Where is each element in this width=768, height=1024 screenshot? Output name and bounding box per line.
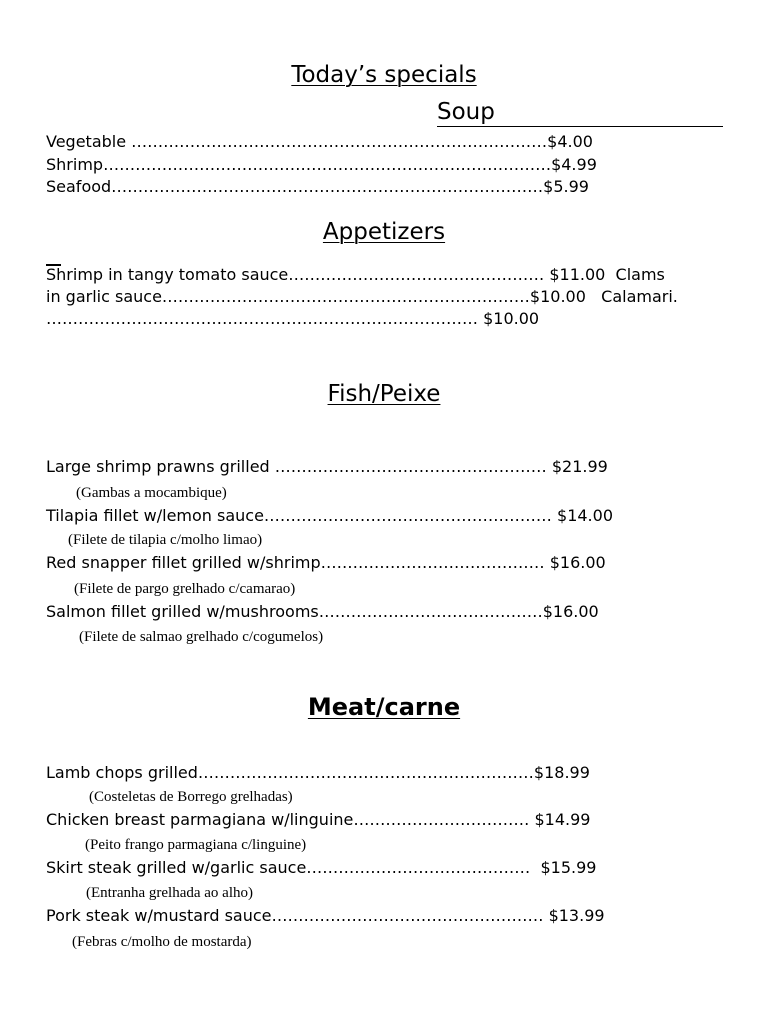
meat-item-lamb-chops: Lamb chops grilled………………………………………………………$18.99 bbox=[46, 763, 590, 782]
fish-item-shrimp-prawns-sub: (Gambas a mocambique) bbox=[76, 485, 227, 501]
page-title: Today’s specials bbox=[291, 62, 477, 88]
fish-item-salmon: Salmon fillet grilled w/mushrooms……………………………………$16.00 bbox=[46, 602, 599, 621]
appetizers-line-1: Shrimp in tangy tomato sauce………………………………………… $11.00 Clams bbox=[46, 265, 665, 284]
meat-item-pork-steak: Pork steak w/mustard sauce…………………………………………… $13.99 bbox=[46, 906, 605, 925]
fish-item-red-snapper-sub: (Filete de pargo grelhado c/camarao) bbox=[74, 581, 296, 597]
soup-heading: Soup bbox=[437, 99, 723, 127]
fish-item-salmon-sub: (Filete de salmao grelhado c/cogumelos) bbox=[79, 629, 324, 645]
meat-item-chicken-breast-sub: (Peito frango parmagiana c/linguine) bbox=[85, 837, 307, 853]
meat-item-pork-steak-sub: (Febras c/molho de mostarda) bbox=[72, 934, 252, 950]
fish-item-tilapia-sub: (Filete de tilapia c/molho limao) bbox=[68, 532, 263, 548]
meat-item-lamb-chops-sub: (Costeletas de Borrego grelhadas) bbox=[89, 789, 293, 805]
soup-item-shrimp: Shrimp…………………………………………………………………………$4.99 bbox=[46, 155, 597, 174]
fish-item-red-snapper: Red snapper fillet grilled w/shrimp…………………………………… $16.00 bbox=[46, 553, 606, 572]
soup-item-seafood: Seafood………………………………………………………………………$5.99 bbox=[46, 177, 589, 196]
meat-item-skirt-steak: Skirt steak grilled w/garlic sauce…………………………………… $15.99 bbox=[46, 858, 597, 877]
appetizers-line-2: in garlic sauce……………………………………………………………$10.00 Calamari. bbox=[46, 287, 678, 306]
appetizers-heading: Appetizers bbox=[322, 219, 446, 245]
fish-heading: Fish/Peixe bbox=[327, 381, 441, 407]
soup-item-vegetable: Vegetable ……………………………………………………………………$4.00 bbox=[46, 132, 593, 151]
meat-item-skirt-steak-sub: (Entranha grelhada ao alho) bbox=[86, 885, 253, 901]
fish-item-shrimp-prawns: Large shrimp prawns grilled …………………………………………… $21.99 bbox=[46, 457, 608, 476]
meat-item-chicken-breast: Chicken breast parmagiana w/linguine…………………………… $14.99 bbox=[46, 810, 591, 829]
meat-heading: Meat/carne bbox=[307, 693, 461, 721]
appetizers-line-3: ……………………………………………………………………… $10.00 bbox=[46, 309, 540, 328]
fish-item-tilapia: Tilapia fillet w/lemon sauce……………………………………………… $14.00 bbox=[46, 506, 613, 525]
